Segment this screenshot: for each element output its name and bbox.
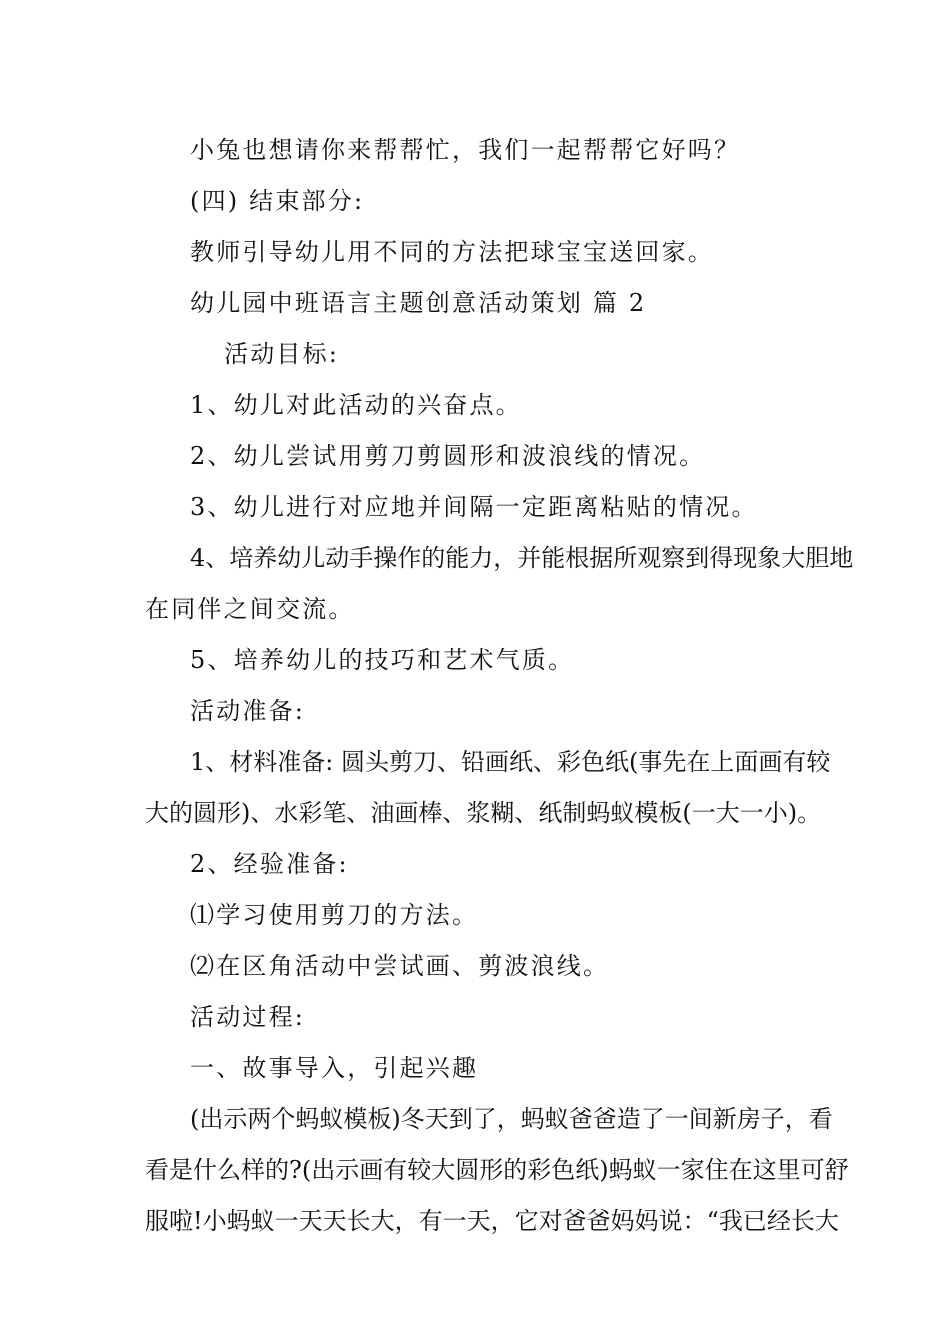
list-item: 4、培养幼儿动手操作的能力，并能根据所观察到得现象大胆地 [190, 544, 854, 572]
list-item: 3、幼儿进行对应地并间隔一定距离粘贴的情况。 [190, 493, 758, 521]
paragraph-line: 在同伴之间交流。 [145, 595, 355, 623]
paragraph-line: 大的圆形)、水彩笔、油画棒、浆糊、纸制蚂蚁模板(一大一小)。 [145, 799, 822, 827]
list-item: 1、材料准备: 圆头剪刀、铅画纸、彩色纸(事先在上面画有较 [190, 748, 831, 776]
list-item: ⑴学习使用剪刀的方法。 [190, 901, 479, 929]
list-item: 2、幼儿尝试用剪刀剪圆形和波浪线的情况。 [190, 442, 706, 470]
section-heading: (四) 结束部分: [190, 187, 365, 215]
paragraph-line: 教师引导幼儿用不同的方法把球宝宝送回家。 [190, 238, 714, 266]
paragraph-line: (出示两个蚂蚁模板)冬天到了，蚂蚁爸爸造了一间新房子，看 [190, 1105, 833, 1133]
list-item: ⑵在区角活动中尝试画、剪波浪线。 [190, 952, 610, 980]
list-item: 2、经验准备: [190, 850, 349, 878]
section-heading: 活动准备: [190, 697, 306, 725]
paragraph-line: 看是什么样的?(出示画有较大圆形的彩色纸)蚂蚁一家住在这里可舒 [145, 1156, 849, 1184]
section-heading: 一、故事导入，引起兴趣 [190, 1054, 479, 1082]
paragraph-line: 小兔也想请你来帮帮忙，我们一起帮帮它好吗？ [190, 136, 741, 164]
section-heading: 活动目标: [224, 340, 340, 368]
list-item: 5、培养幼儿的技巧和艺术气质。 [190, 646, 575, 674]
list-item: 1、幼儿对此活动的兴奋点。 [190, 391, 522, 419]
section-title: 幼儿园中班语言主题创意活动策划 篇 2 [190, 289, 647, 317]
section-heading: 活动过程: [190, 1003, 306, 1031]
paragraph-line: 服啦!小蚂蚁一天天长大，有一天，它对爸爸妈妈说：“我已经长大 [145, 1207, 839, 1235]
